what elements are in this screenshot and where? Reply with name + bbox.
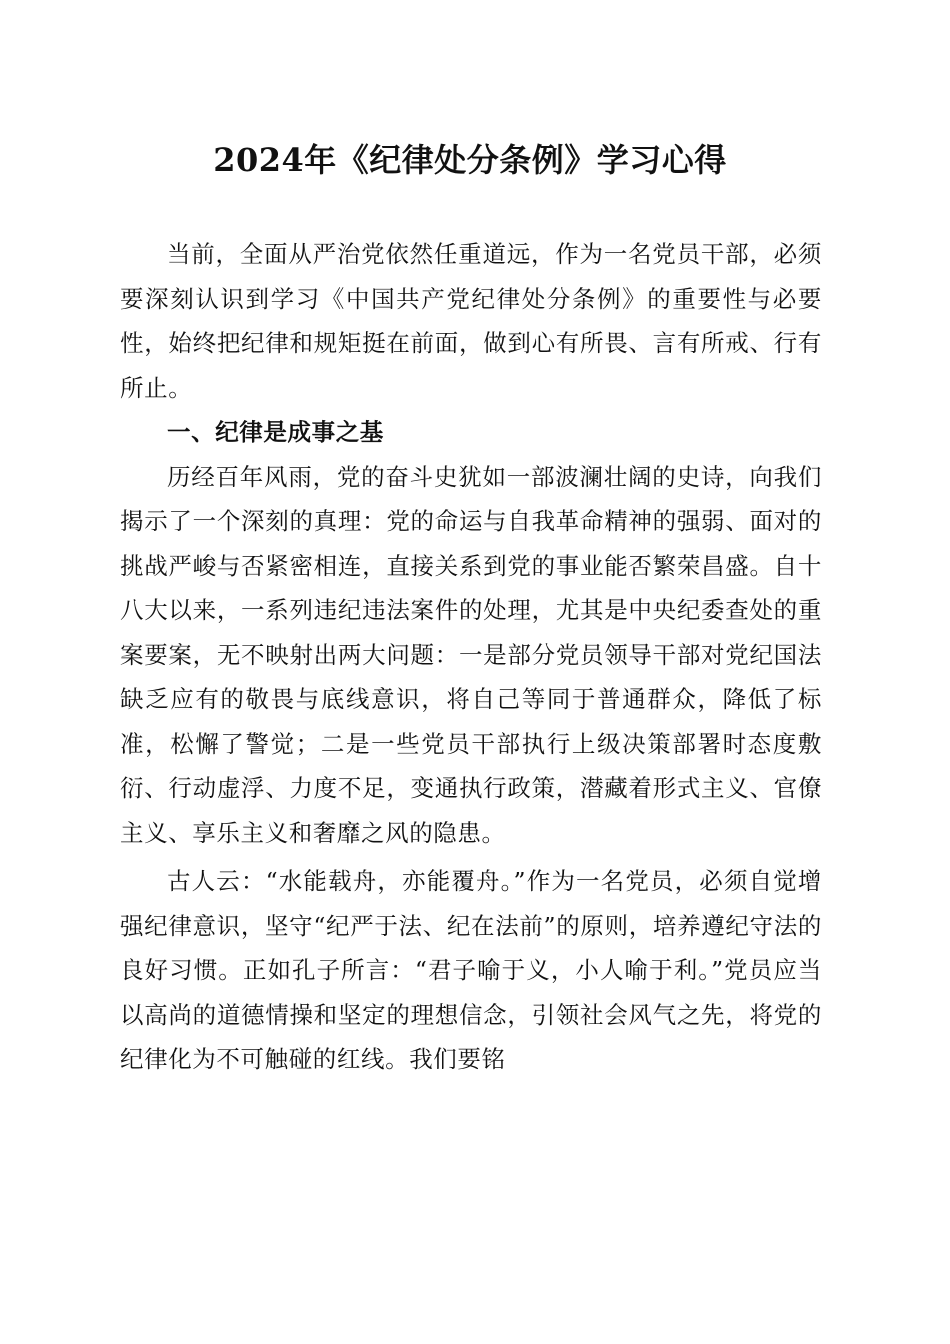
section-heading: 一、纪律是成事之基 [167, 418, 384, 446]
paragraph-ancient-saying: 古人云：“水能载舟，亦能覆舟。”作为一名党员，必须自觉增强纪律意识，坚守“纪严于法、纪在法前”的原则，培养遵纪守法的良好习惯。正如孔子所言：“君子喻于义，小人喻于利。”党员应当以高尚的道德情操和坚定的理想信念，引领社会风气之先，将党的纪律化为不可触碰的红线。我们要铭 [120, 867, 822, 1073]
document-body [120, 232, 822, 1082]
paragraph-intro: 当前，全面从严治党依然任重道远，作为一名党员干部，必须要深刻认识到学习《中国共产党纪律处分条例》的重要性与必要性，始终把纪律和规矩挺在前面，做到心有所畏、言有所戒、行有所止。 [120, 240, 822, 402]
document-title: 2024年《纪律处分条例》学习心得 [213, 141, 727, 179]
paragraph-history: 历经百年风雨，党的奋斗史犹如一部波澜壮阔的史诗，向我们揭示了一个深刻的真理：党的命运与自我革命精神的强弱、面对的挑战严峻与否紧密相连，直接关系到党的事业能否繁荣昌盛。自十八大以来，一系列违纪违法案件的处理，尤其是中央纪委查处的重案要案，无不映射出两大问题：一是部分党员领导干部对党纪国法缺乏应有的敬畏与底线意识，将自己等同于普通群众，降低了标准，松懈了警觉；二是一些党员干部执行上级决策部署时态度敷衍、行动虚浮、力度不足，变通执行政策，潜藏着形式主义、官僚主义、享乐主义和奢靡之风的隐患。 [120, 462, 822, 847]
